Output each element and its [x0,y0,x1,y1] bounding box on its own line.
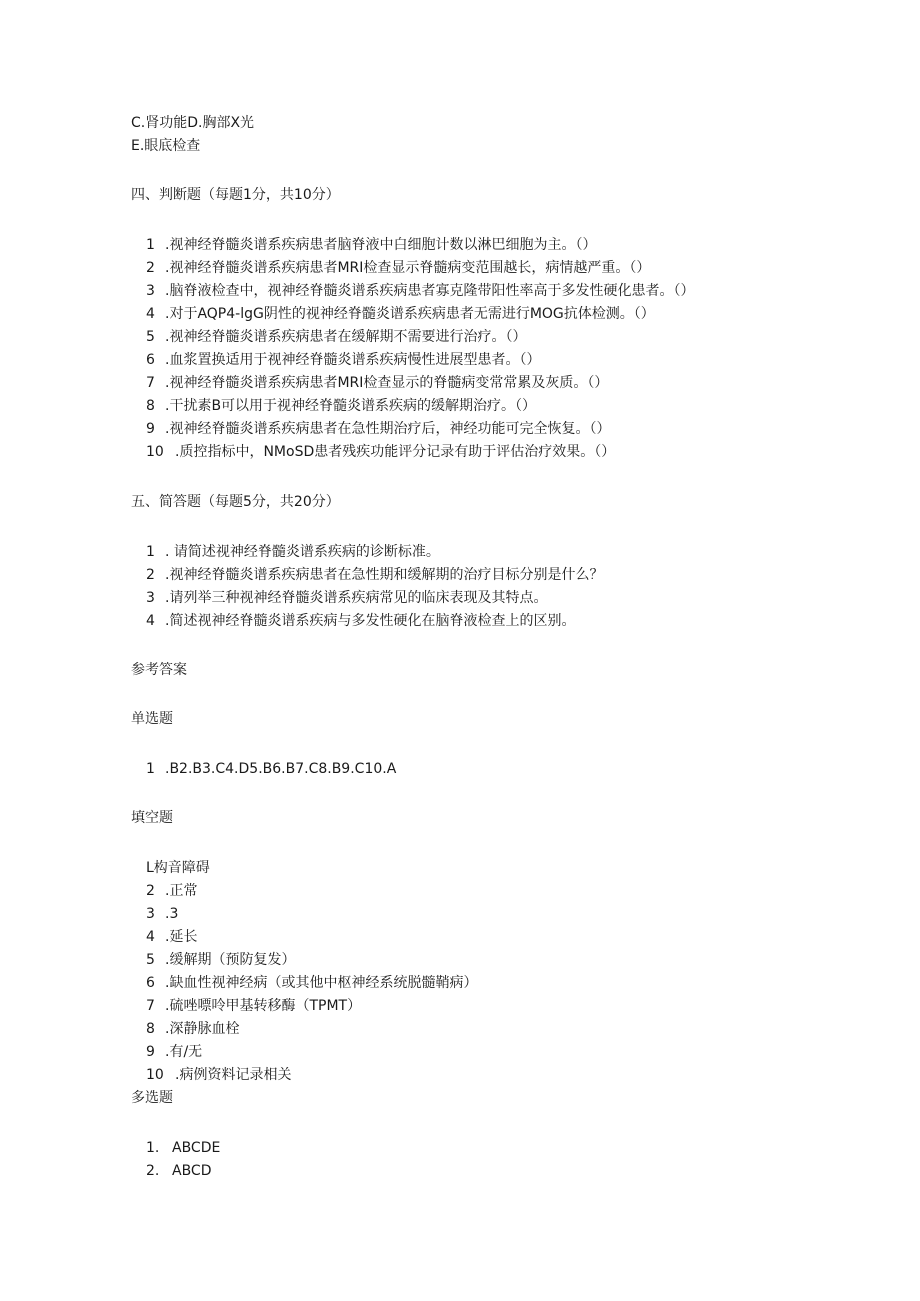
item-number: 1 [146,544,155,560]
item-text: .血浆置换适用于视神经脊髓炎谱系疾病慢性进展型患者。（） [165,352,541,368]
item-number: 7 [146,998,155,1014]
item-text: .硫唑嘌呤甲基转移酶（TPMT） [165,998,362,1014]
item-text: .视神经脊髓炎谱系疾病患者MRI检查显示脊髓病变范围越长，病情越严重。（） [165,260,651,276]
fill-blank-title: 填空题 [131,810,173,826]
item-text: ABCD [172,1163,212,1179]
fill-blank-first-answer: L构音障碍 [146,860,210,876]
item-text: .视神经脊髓炎谱系疾病患者在急性期和缓解期的治疗目标分别是什么？ [165,567,604,583]
item-text: .有/无 [165,1044,203,1060]
item-text: .脑脊液检查中，视神经脊髓炎谱系疾病患者寡克隆带阳性率高于多发性硬化患者。（） [165,283,695,299]
item-number: 4 [146,306,155,322]
item-text: .延长 [165,929,198,945]
item-number: 3 [146,283,155,299]
item-number: 6 [146,352,155,368]
item-text: .干扰素B可以用于视神经脊髓炎谱系疾病的缓解期治疗。（） [165,398,537,414]
option-line-cd: C.肾功能D.胸部X光 [131,115,255,131]
item-number: 3 [146,590,155,606]
item-number: 1. [146,1140,160,1156]
item-text: .对于AQP4-lgG阴性的视神经脊髓炎谱系疾病患者无需进行MOG抗体检测。（） [165,306,655,322]
item-text: .视神经脊髓炎谱系疾病患者在缓解期不需要进行治疗。（） [165,329,527,345]
item-text: ABCDE [172,1140,221,1156]
item-number: 2 [146,883,155,899]
item-number: 9 [146,421,155,437]
item-text: .视神经脊髓炎谱系疾病患者脑脊液中白细胞计数以淋巴细胞为主。（） [165,237,597,253]
item-number: 4 [146,929,155,945]
item-number: 4 [146,613,155,629]
multi-choice-title: 多选题 [131,1090,173,1106]
item-number: 7 [146,375,155,391]
item-number: 5 [146,329,155,345]
item-number: 5 [146,952,155,968]
item-number: 1 [146,761,155,777]
item-number: 2. [146,1163,160,1179]
item-text: .质控指标中，NMoSD患者残疾功能评分记录有助于评估治疗效果。（） [175,444,616,460]
item-number: 3 [146,906,155,922]
item-text: .3 [165,906,179,922]
single-choice-answer-text: .B2.B3.C4.D5.B6.B7.C8.B9.C10.A [165,761,397,777]
item-text: .请列举三种视神经脊髓炎谱系疾病常见的临床表现及其特点。 [165,590,548,606]
item-number: 6 [146,975,155,991]
section-title-short-answer: 五、简答题（每题5分，共20分） [131,494,340,510]
item-text: .视神经脊髓炎谱系疾病患者在急性期治疗后，神经功能可完全恢复。（） [165,421,611,437]
item-text: . 请简述视神经脊髓炎谱系疾病的诊断标准。 [165,544,440,560]
item-text: .深静脉血栓 [165,1021,240,1037]
item-number: 2 [146,260,155,276]
answers-title: 参考答案 [131,662,187,678]
item-text: .病例资料记录相关 [175,1067,292,1083]
item-number: 2 [146,567,155,583]
item-text: .简述视神经脊髓炎谱系疾病与多发性硬化在脑脊液检查上的区别。 [165,613,576,629]
item-number: 1 [146,237,155,253]
item-number: 9 [146,1044,155,1060]
item-number: 10 [146,1067,164,1083]
section-title-true-false: 四、判断题（每题1分，共10分） [131,187,340,203]
item-text: .缺血性视神经病（或其他中枢神经系统脱髓鞘病） [165,975,478,991]
single-choice-title: 单选题 [131,711,173,727]
item-number: 8 [146,1021,155,1037]
item-number: 10 [146,444,164,460]
item-text: .缓解期（预防复发） [165,952,296,968]
option-line-e: E.眼底检查 [131,138,201,154]
item-text: .正常 [165,883,198,899]
item-text: .视神经脊髓炎谱系疾病患者MRI检查显示的脊髓病变常常累及灰质。（） [165,375,609,391]
item-number: 8 [146,398,155,414]
